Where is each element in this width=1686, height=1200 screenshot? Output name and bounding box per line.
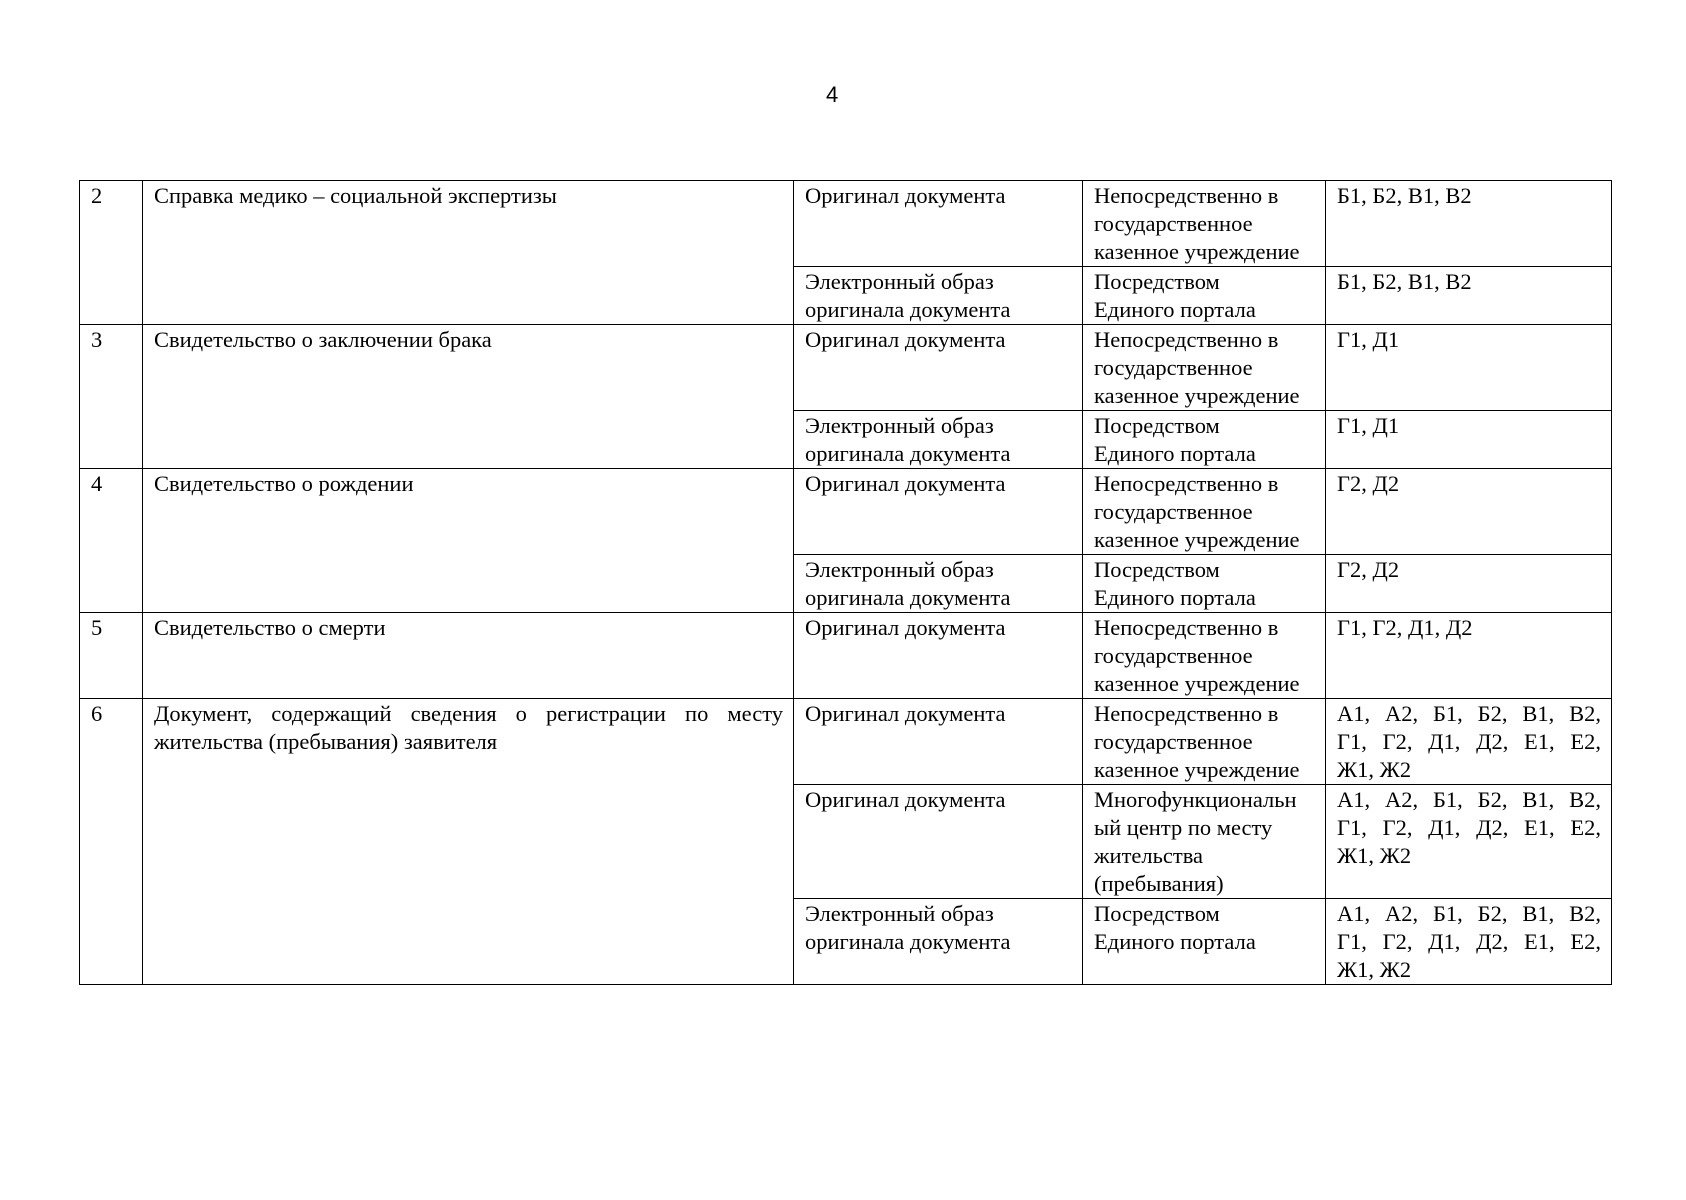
document-form: Оригинал документа	[794, 699, 1083, 785]
document-name: Документ, содержащий сведения о регистрации по месту жительства (пребывания) заявителя	[143, 699, 794, 985]
submission-method: Посредством Единого портала	[1083, 411, 1326, 469]
applicant-categories: Г2, Д2	[1326, 555, 1612, 613]
table-body	[80, 181, 1612, 985]
document-name: Свидетельство о заключении брака	[143, 325, 794, 469]
submission-method: Посредством Единого портала	[1083, 555, 1326, 613]
applicant-categories: Б1, Б2, В1, В2	[1326, 181, 1612, 267]
document-form: Оригинал документа	[794, 613, 1083, 699]
document-name: Свидетельство о смерти	[143, 613, 794, 699]
table-row	[80, 699, 1612, 785]
document-form: Электронный образ оригинала документа	[794, 411, 1083, 469]
row-number: 4	[80, 469, 143, 613]
row-number: 3	[80, 325, 143, 469]
table-row	[80, 325, 1612, 411]
submission-method: Многофункциональн ый центр по месту жительства (пребывания)	[1083, 785, 1326, 899]
submission-method: Непосредственно в государственное казенное учреждение	[1083, 613, 1326, 699]
submission-method: Непосредственно в государственное казенное учреждение	[1083, 699, 1326, 785]
document-form: Оригинал документа	[794, 469, 1083, 555]
row-number: 2	[80, 181, 143, 325]
document-name: Свидетельство о рождении	[143, 469, 794, 613]
submission-method: Посредством Единого портала	[1083, 267, 1326, 325]
row-number: 6	[80, 699, 143, 985]
applicant-categories: Г1, Д1	[1326, 411, 1612, 469]
table-row	[80, 613, 1612, 699]
document-form: Оригинал документа	[794, 325, 1083, 411]
applicant-categories: Б1, Б2, В1, В2	[1326, 267, 1612, 325]
table-row	[80, 181, 1612, 267]
applicant-categories: Г1, Г2, Д1, Д2	[1326, 613, 1612, 699]
document-form: Оригинал документа	[794, 785, 1083, 899]
applicant-categories: А1, А2, Б1, Б2, В1, В2, Г1, Г2, Д1, Д2, Е1, Е2, Ж1, Ж2	[1326, 899, 1612, 985]
row-number: 5	[80, 613, 143, 699]
submission-method: Непосредственно в государственное казенное учреждение	[1083, 325, 1326, 411]
applicant-categories: А1, А2, Б1, Б2, В1, В2, Г1, Г2, Д1, Д2, Е1, Е2, Ж1, Ж2	[1326, 699, 1612, 785]
document-form: Оригинал документа	[794, 181, 1083, 267]
document-form: Электронный образ оригинала документа	[794, 267, 1083, 325]
applicant-categories: А1, А2, Б1, Б2, В1, В2, Г1, Г2, Д1, Д2, Е1, Е2, Ж1, Ж2	[1326, 785, 1612, 899]
applicant-categories: Г1, Д1	[1326, 325, 1612, 411]
table-row	[80, 469, 1612, 555]
document-form: Электронный образ оригинала документа	[794, 899, 1083, 985]
submission-method: Непосредственно в государственное казенное учреждение	[1083, 469, 1326, 555]
applicant-categories: Г2, Д2	[1326, 469, 1612, 555]
documents-table	[79, 180, 1612, 985]
document-name: Справка медико – социальной экспертизы	[143, 181, 794, 325]
submission-method: Посредством Единого портала	[1083, 899, 1326, 985]
document-form: Электронный образ оригинала документа	[794, 555, 1083, 613]
page-number: 4	[826, 82, 839, 107]
submission-method: Непосредственно в государственное казенное учреждение	[1083, 181, 1326, 267]
